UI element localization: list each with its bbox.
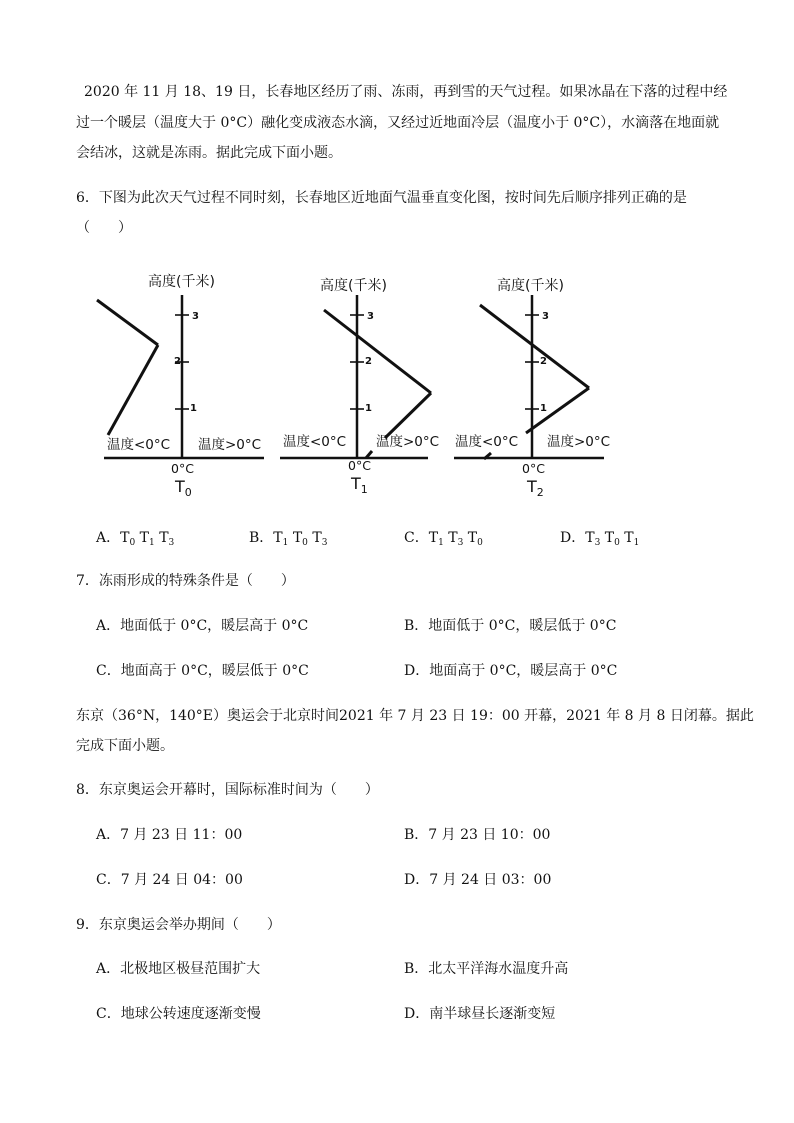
t2-profile [526,388,589,433]
t1-tick-2: 2 [365,356,372,367]
intro2-line2: 完成下面小题。 [76,738,174,754]
t1-panel-label: $T_1$ [351,474,368,496]
t0-profile [97,300,158,345]
q7-option-d[interactable]: D．地面高于 0°C，暖层高于 0°C [404,663,618,679]
t2-axis-title: 高度(千米) [497,278,564,294]
q8-option-d[interactable]: D．7 月 24 日 03：00 [404,872,552,888]
t1-left-label: 温度<0°C [283,434,347,450]
t1-profile [385,393,431,438]
q8-option-c[interactable]: C．7 月 24 日 04：00 [96,872,243,888]
q6-stem-line1: 6．下图为此次天气过程不同时刻，长春地区近地面气温垂直变化图，按时间先后顺序排列正确的是 [76,190,687,206]
q6-option-b[interactable]: B．$T_1$ $T_0$ $T_3$ [249,530,328,548]
t0-panel-label: $T_0$ [175,477,192,499]
q8-option-b[interactable]: B．7 月 23 日 10：00 [404,827,551,843]
t2-left-label: 温度<0°C [455,434,519,450]
q7-option-c[interactable]: C．地面高于 0°C，暖层低于 0°C [96,663,309,679]
t0-axis-title: 高度(千米) [148,274,215,290]
t1-tick-1: 1 [365,403,372,414]
intro1-line3: 会结冰，这就是冻雨。据此完成下面小题。 [76,145,342,161]
q9-option-b[interactable]: B．北太平洋海水温度升高 [404,961,569,977]
t1-right-label: 温度>0°C [376,434,440,450]
t2-profile [480,305,589,388]
t1-zero-label: 0°C [348,458,371,473]
q9-option-a[interactable]: A．北极地区极昼范围扩大 [96,961,261,977]
t1-profile [324,310,431,393]
q7-option-a[interactable]: A．地面低于 0°C，暖层高于 0°C [96,618,309,634]
t1-axis-title: 高度(千米) [320,278,387,294]
t2-zero-label: 0°C [522,461,545,476]
q9-option-c[interactable]: C．地球公转速度逐渐变慢 [96,1006,261,1022]
q7-option-b[interactable]: B．地面低于 0°C，暖层低于 0°C [404,618,617,634]
t2-tick-1: 1 [540,403,547,414]
t2-tick-3: 3 [542,311,549,322]
intro2-line1: 东京（36°N，140°E）奥运会于北京时间2021 年 7 月 23 日 19：00 开幕，2021 年 8 月 8 日闭幕。据此 [76,708,754,724]
intro1-line2: 过一个暖层（温度大于 0°C）融化变成液态水滴，又经过近地面冷层（温度小于 0°C），水滴落在地面就 [76,115,720,131]
t0-zero-label: 0°C [171,461,194,476]
q9-option-d[interactable]: D．南半球昼长逐渐变短 [404,1006,556,1022]
q6-stem-line2: （ ） [76,220,132,236]
intro1-line1: 2020 年 11 月 18、19 日，长春地区经历了雨、冻雨，再到雪的天气过程。如果冰晶在下落的过程中经 [84,84,728,100]
t2-right-label: 温度>0°C [547,434,611,450]
q7-stem: 7．冻雨形成的特殊条件是（ ） [76,573,295,589]
q6-option-c[interactable]: C．$T_1$ $T_3$ $T_0$ [404,530,483,548]
t0-tick-3: 3 [192,311,199,322]
q9-stem: 9．东京奥运会举办期间（ ） [76,917,281,933]
t0-left-label: 温度<0°C [107,437,171,453]
t1-tick-3: 3 [367,311,374,322]
q6-option-d[interactable]: D．$T_3$ $T_0$ $T_1$ [560,530,640,548]
t2-tick-2: 2 [540,356,547,367]
q8-stem: 8．东京奥运会开幕时，国际标准时间为（ ） [76,782,379,798]
t2-panel-label: $T_2$ [527,477,544,499]
temperature-profile-diagram [0,260,794,520]
t0-right-label: 温度>0°C [198,437,262,453]
q6-option-a[interactable]: A．$T_0$ $T_1$ $T_3$ [96,530,175,548]
t0-tick-2: 2 [174,356,181,367]
t0-tick-1: 1 [190,403,197,414]
q8-option-a[interactable]: A．7 月 23 日 11：00 [96,827,243,843]
t0-profile [108,345,158,435]
